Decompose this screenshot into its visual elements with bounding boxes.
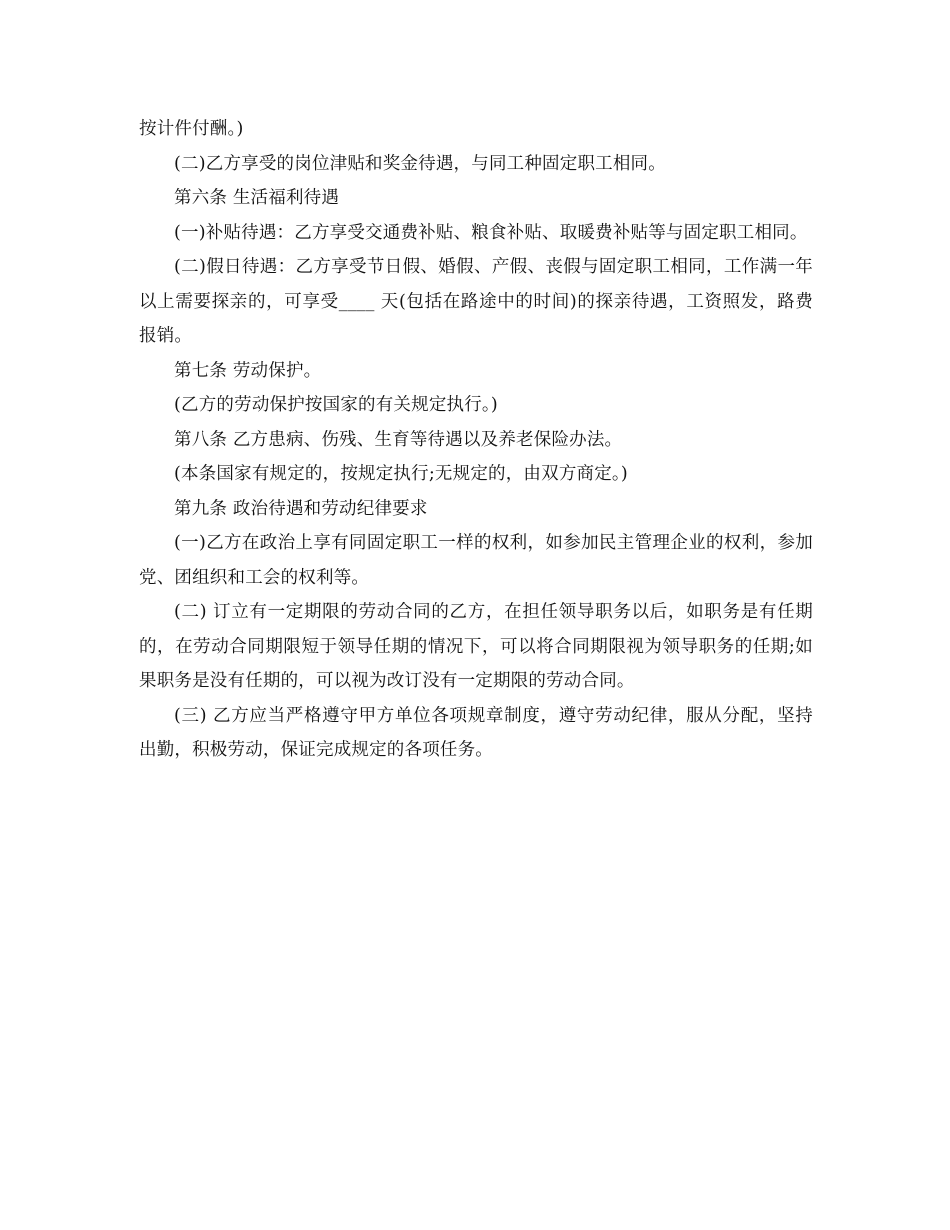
paragraph-article-eight-note: (本条国家有规定的，按规定执行;无规定的，由双方商定。) xyxy=(174,464,628,484)
article-eight-heading: 第八条 乙方患病、伤残、生育等待遇以及养老保险办法。 xyxy=(174,429,623,450)
article-seven-heading: 第七条 劳动保护。 xyxy=(174,360,322,381)
paragraph-subsidy: (一)补贴待遇：乙方享受交通费补贴、粮食补贴、取暖费补贴等与固定职工相同。 xyxy=(174,222,808,243)
article-nine-heading: 第九条 政治待遇和劳动纪律要求 xyxy=(174,498,428,519)
paragraph-labor-discipline: (三) 乙方应当严格遵守甲方单位各项规章制度，遵守劳动纪律，服从分配，坚持出勤，积极劳动，保证完成规定的各项任务。 xyxy=(139,705,813,760)
paragraph-allowance-bonus: (二)乙方享受的岗位津贴和奖金待遇，与同工种固定职工相同。 xyxy=(174,153,666,174)
paragraph-holiday: (二)假日待遇：乙方享受节日假、婚假、产假、丧假与固定职工相同，工作满一年以上需要探亲的，可享受____ 天(包括在路途中的时间)的探亲待遇，工资照发，路费报销。 xyxy=(139,257,813,346)
document-body xyxy=(139,112,813,768)
paragraph-leadership-term: (二) 订立有一定期限的劳动合同的乙方，在担任领导职务以后，如职务是有任期的，在劳动合同期限短于领导任期的情况下，可以将合同期限视为领导职务的任期;如果职务是没有任期的，可以视为改订没有一定期限的劳动合同。 xyxy=(139,602,813,691)
paragraph-political-rights: (一)乙方在政治上享有同固定职工一样的权利，如参加民主管理企业的权利，参加党、团组织和工会的权利等。 xyxy=(139,533,813,588)
paragraph-piecework-pay: 按计件付酬。) xyxy=(139,119,244,139)
article-six-heading: 第六条 生活福利待遇 xyxy=(174,188,340,208)
paragraph-labor-protection: (乙方的劳动保护按国家的有关规定执行。) xyxy=(174,395,498,415)
